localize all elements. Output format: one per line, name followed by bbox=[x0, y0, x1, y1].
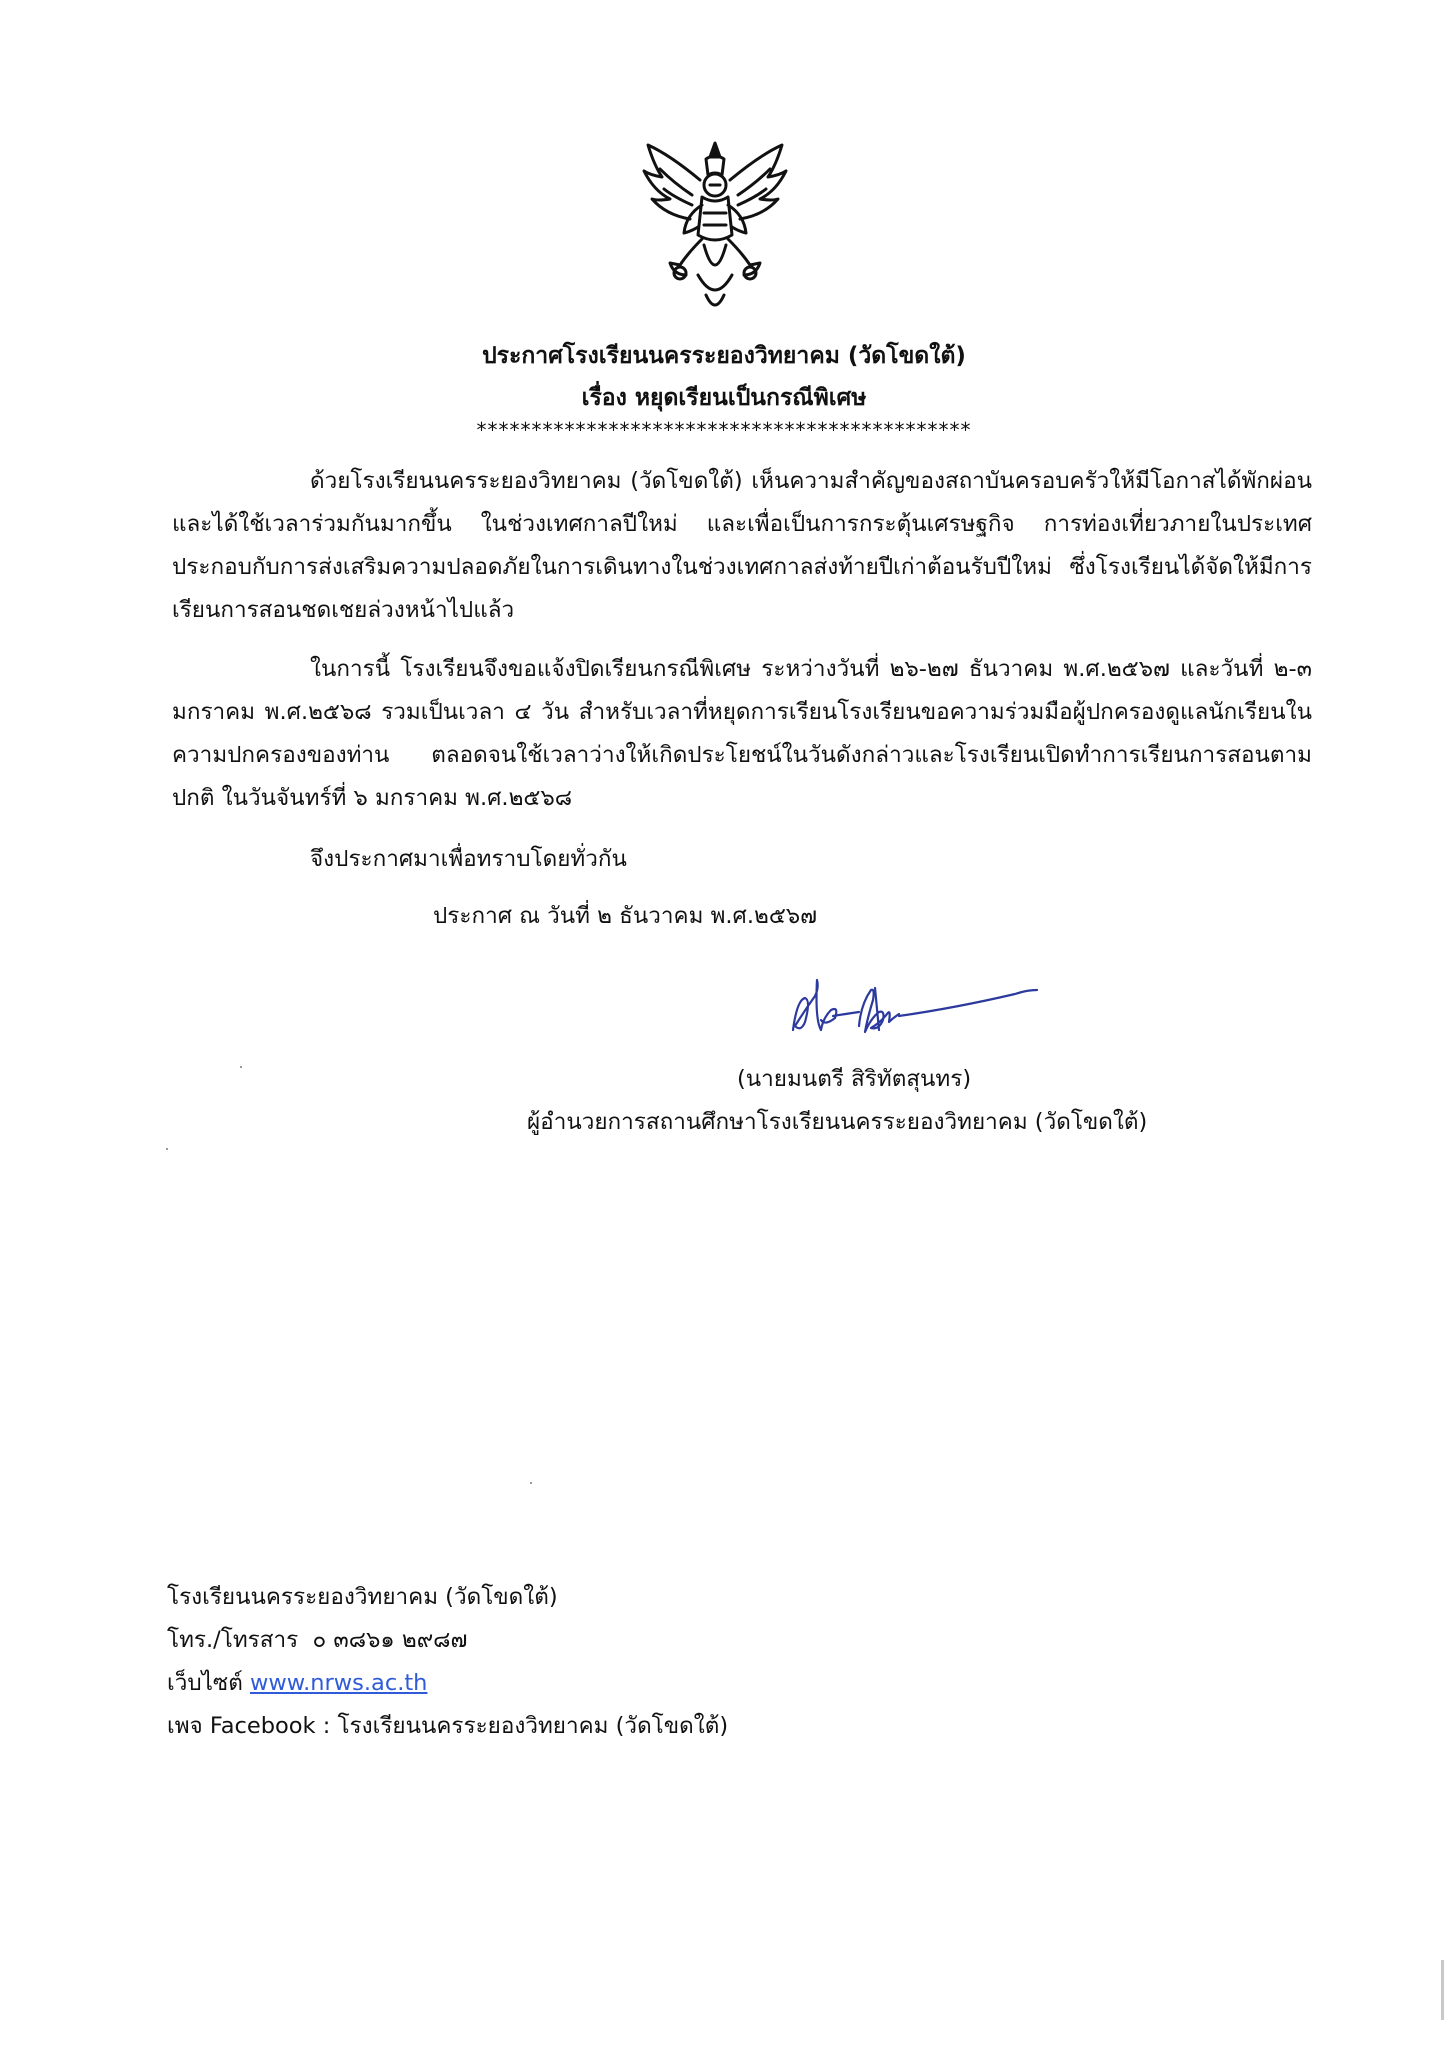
signature-icon bbox=[775, 960, 1055, 1050]
announcement-title: ประกาศโรงเรียนนครระยองวิทยาคม (วัดโขดใต้) bbox=[482, 343, 966, 369]
scan-speck bbox=[166, 1148, 168, 1150]
body-paragraph-2: ในการนี้ โรงเรียนจึงขอแจ้งปิดเรียนกรณีพิเศษ ระหว่างวันที่ ๒๖-๒๗ ธันวาคม พ.ศ.๒๕๖๗ และวันที่ ๒-๓ มกราคม พ.ศ.๒๕๖๘ รวมเป็นเวลา ๔ วัน สำหรับเวลาที่หยุดการเรียนโรงเรียนขอความร่วมมือผู้ปกครองดูแลนักเรียนในความปกครองของท่าน ตลอดจนใช้เวลาว่างให้เกิดประโยชน์ในวันดังกล่าวและโรงเรียนเปิดทำการเรียนการสอนตามปกติ ในวันจันทร์ที่ ๖ มกราคม พ.ศ.๒๕๖๘ bbox=[172, 656, 1312, 811]
signer-name: (นายมนตรี สิริทัตสุนทร) bbox=[737, 1066, 972, 1092]
body-paragraph-1: ด้วยโรงเรียนนครระยองวิทยาคม (วัดโขดใต้) เห็นความสำคัญของสถาบันครอบครัวให้มีโอกาสได้พักผ่อน และได้ใช้เวลาร่วมกันมากขึ้น ในช่วงเทศกาลปีใหม่ และเพื่อเป็นการกระตุ้นเศรษฐกิจ การท่องเที่ยวภายในประเทศ ประกอบกับการส่งเสริมความปลอดภัยในการเดินทางในช่วงเทศกาลส่งท้ายปีเก่าต้อนรับปีใหม่ ซึ่งโรงเรียนได้จัดให้มีการเรียนการสอนชดเชยล่วงหน้าไปแล้ว bbox=[172, 468, 1312, 623]
footer-phone-row bbox=[167, 1619, 728, 1662]
phone-number: ๐ ๓๘๖๑ ๒๙๘๗ bbox=[312, 1627, 468, 1653]
footer-website-row bbox=[167, 1662, 728, 1705]
footer-school-name: โรงเรียนนครระยองวิทยาคม (วัดโขดใต้) bbox=[167, 1584, 558, 1610]
scan-speck bbox=[530, 1482, 532, 1484]
signer-position: ผู้อำนวยการสถานศึกษาโรงเรียนนครระยองวิทยาคม (วัดโขดใต้) bbox=[527, 1109, 1148, 1135]
facebook-label: เพจ Facebook : bbox=[167, 1713, 331, 1739]
scan-speck bbox=[1441, 1960, 1444, 2020]
announcement-date: ประกาศ ณ วันที่ ๒ ธันวาคม พ.ศ.๒๕๖๗ bbox=[433, 903, 818, 929]
title-separator: ********************************************* bbox=[476, 418, 972, 442]
garuda-emblem-icon bbox=[640, 135, 790, 320]
scan-speck bbox=[240, 1066, 242, 1068]
footer-facebook-row bbox=[167, 1705, 728, 1748]
website-link[interactable]: www.nrws.ac.th bbox=[249, 1670, 428, 1696]
closing-statement: จึงประกาศมาเพื่อทราบโดยทั่วกัน bbox=[310, 846, 627, 872]
phone-label: โทร./โทรสาร bbox=[167, 1627, 299, 1653]
facebook-page-name: โรงเรียนนครระยองวิทยาคม (วัดโขดใต้) bbox=[337, 1713, 729, 1739]
contact-footer bbox=[167, 1576, 728, 1748]
announcement-subject: เรื่อง หยุดเรียนเป็นกรณีพิเศษ bbox=[581, 385, 867, 411]
website-label: เว็บไซต์ bbox=[167, 1670, 243, 1696]
